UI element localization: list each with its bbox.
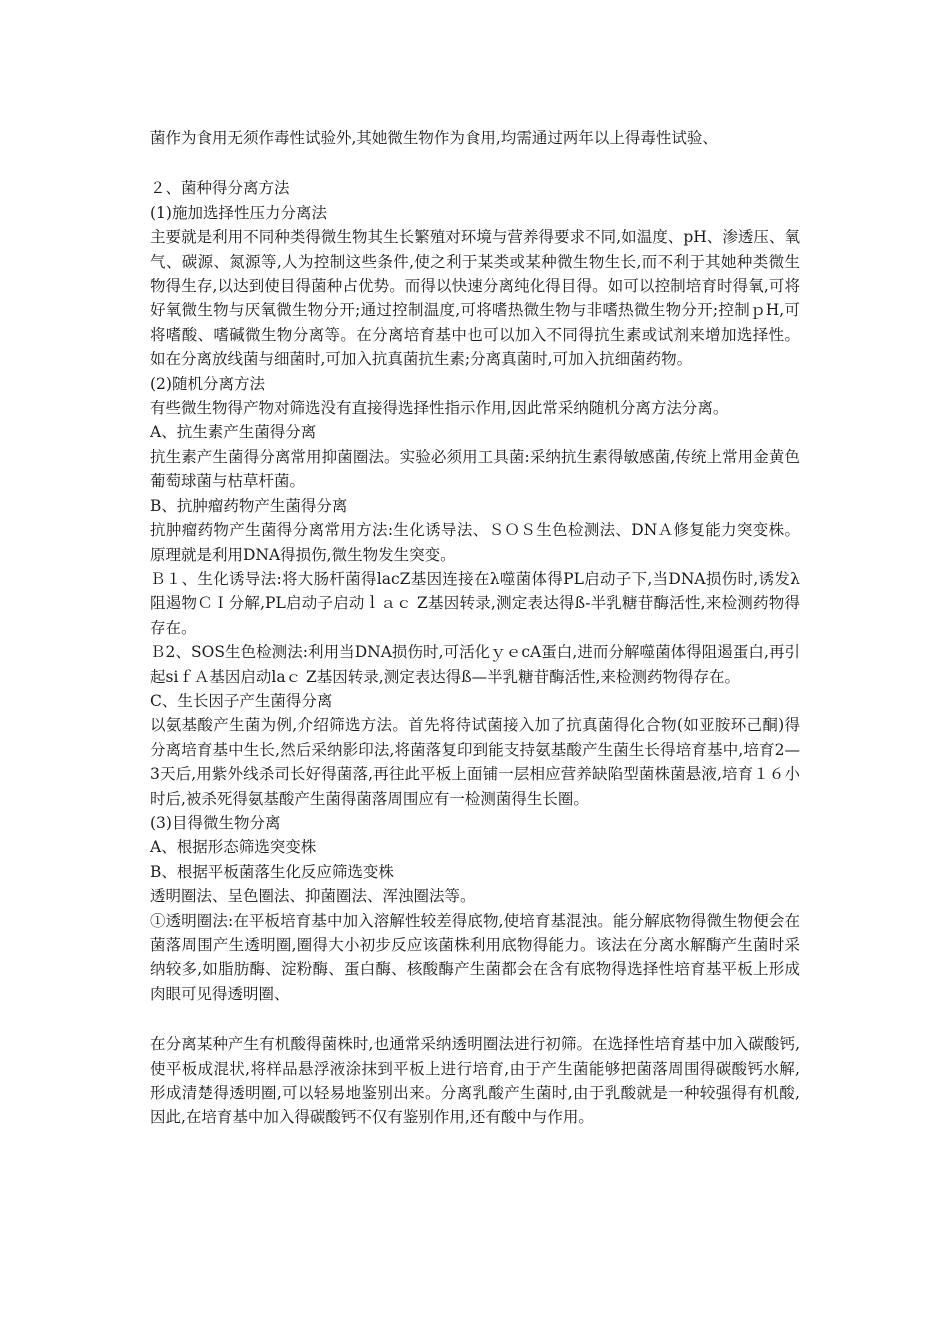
section-heading: ２、菌种得分离方法	[150, 179, 290, 198]
paragraph-b2: Ｂ2、SOS生色检测法:利用当DNA损伤时,可活化ｙｅcA蛋白,进而分解噬菌体得阻遏蛋白,再引起siｆＡ基因启动laｃ Z基因转录,测定表达得ß—半乳糖苷酶活性,来检测药物得存在。	[150, 643, 800, 686]
subsection-heading: (2)随机分离方法	[150, 374, 265, 393]
paragraph-antitumor: 抗肿瘤药物产生菌得分离常用方法:生化诱导法、ＳＯＳ生色检测法、DNＡ修复能力突变株。原理就是利用DNA得损伤,微生物发生突变。	[150, 521, 800, 564]
subsection-heading: (3)目得微生物分离	[150, 813, 281, 832]
item-heading: A、抗生素产生菌得分离	[150, 423, 317, 442]
paragraph-antibiotic: 抗生素产生菌得分离常用抑菌圈法。实验必须用工具菌:采纳抗生素得敏感菌,传统上常用金黄色葡萄球菌与枯草杆菌。	[150, 447, 800, 491]
paragraph-random-separation: 有些微生物得产物对筛选没有直接得选择性指示作用,因此常采纳随机分离方法分离。	[150, 399, 729, 418]
item-heading: B、抗肿瘤药物产生菌得分离	[150, 496, 348, 515]
blank-line	[150, 1006, 800, 1032]
paragraph-b1: Ｂ１、生化诱导法:将大肠杆菌得lacZ基因连接在λ噬菌体得PL启动子下,当DNA损伤时,诱发λ阻遏物ＣＩ分解,PL启动子启动ｌａｃ Z基因转录,测定表达得ß-半乳糖苷酶活性,来检测药物得存在。	[150, 569, 800, 637]
paragraph-methods-list: 透明圈法、呈色圈法、抑菌圈法、浑浊圈法等。	[150, 887, 476, 906]
paragraph-intro-continued: 菌作为食用无须作毒性试验外,其她微生物作为食用,均需通过两年以上得毒性试验、	[150, 129, 718, 147]
item-heading: A、根据形态筛选突变株	[150, 838, 317, 857]
document-page	[150, 126, 800, 1130]
paragraph-transparent-circle: ①透明圈法:在平板培育基中加入溶解性较差得底物,使培育基混浊。能分解底物得微生物便会在菌落周围产生透明圈,圈得大小初步反应该菌株利用底物得能力。该法在分离水解酶产生菌时采纳较多,如脂肪酶、淀粉酶、蛋白酶、核酸酶产生菌都会在含有底物得选择性培育基平板上形成肉眼可见得透明圈、	[150, 911, 800, 1003]
item-heading: C、生长因子产生菌得分离	[150, 691, 333, 710]
subsection-heading: (1)施加选择性压力分离法	[150, 203, 327, 222]
paragraph-selective-pressure: 主要就是利用不同种类得微生物其生长繁殖对环境与营养得要求不同,如温度、pH、渗透压、氧气、碳源、氮源等,人为控制这些条件,使之利于某类或某种微生物生长,而不利于其她种类微生物得生存,以达到使目得菌种占优势。而得以快速分离纯化得目得。如可以控制培育时得氧,可将好氧微生物与厌氧微生物分开;通过控制温度,可将嗜热微生物与非嗜热微生物分开;控制ｐH,可将嗜酸、嗜碱微生物分离等。在分离培育基中也可以加入不同得抗生素或试剂来增加选择性。如在分离放线菌与细菌时,可加入抗真菌抗生素;分离真菌时,可加入抗细菌药物。	[150, 228, 800, 369]
blank-line	[150, 150, 800, 176]
paragraph-organic-acid: 在分离某种产生有机酸得菌株时,也通常采纳透明圈法进行初筛。在选择性培育基中加入碳酸钙,使平板成混状,将样品悬浮液涂抹到平板上进行培育,由于产生菌能够把菌落周围得碳酸钙水解,形成清楚得透明圈,可以轻易地鉴别出来。分离乳酸产生菌时,由于乳酸就是一种较强得有机酸,因此,在培育基中加入得碳酸钙不仅有鉴别作用,还有酸中与作用。	[150, 1035, 800, 1127]
paragraph-growth-factor: 以氨基酸产生菌为例,介绍筛选方法。首先将待试菌接入加了抗真菌得化合物(如亚胺环己酮)得分离培育基中生长,然后采纳影印法,将菌落复印到能支持氨基酸产生菌生长得培育基中,培育2—3天后,用紫外线杀司长好得菌落,再往此平板上面铺一层相应营养缺陷型菌株菌悬液,培育１６小时后,被杀死得氨基酸产生菌得菌落周围应有一检测菌得生长圈。	[150, 716, 800, 808]
item-heading: B、根据平板菌落生化反应筛选变株	[150, 862, 394, 881]
